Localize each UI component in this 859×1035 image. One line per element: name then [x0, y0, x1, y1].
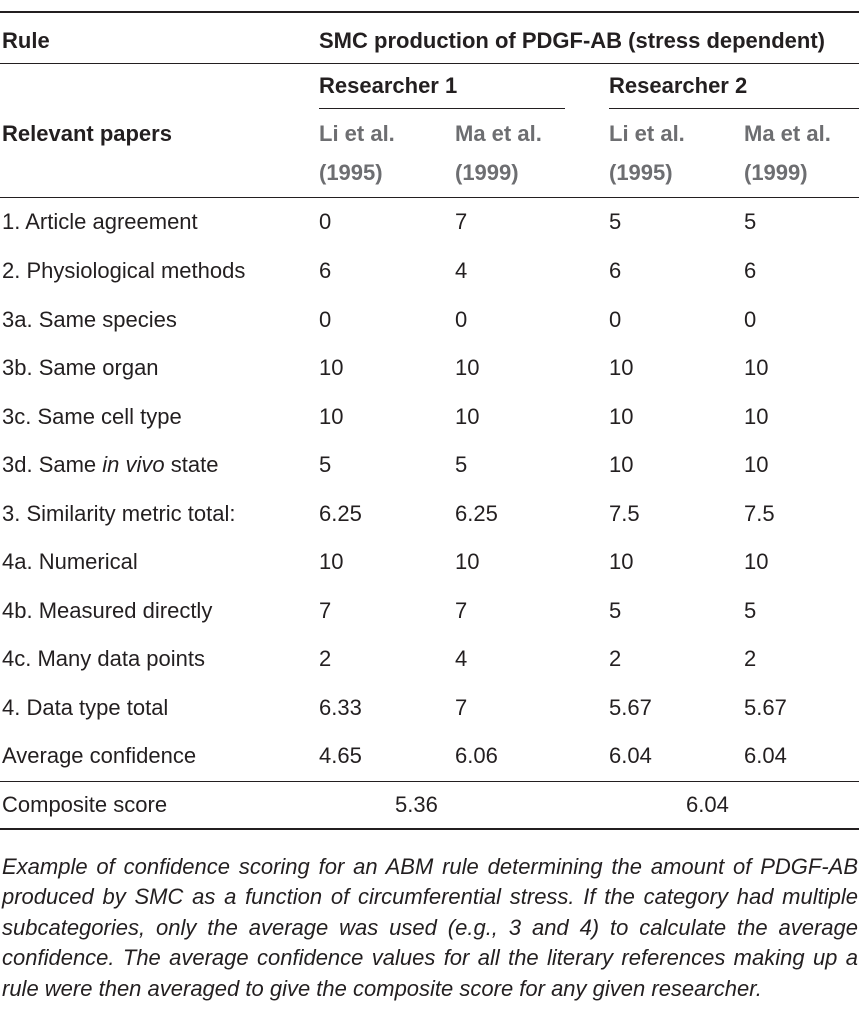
- paper-name: Li et al.: [609, 121, 685, 146]
- row-label: 3c. Same cell type: [2, 404, 182, 429]
- cell-value: 5: [744, 209, 757, 234]
- researcher-1-header: Researcher 1: [319, 73, 458, 98]
- table-top-border: [0, 11, 859, 13]
- cell-value: 10: [319, 549, 344, 574]
- composite-label: Composite score: [2, 792, 168, 817]
- cell-value: 0: [455, 307, 468, 332]
- cell-value: 10: [744, 452, 769, 477]
- table-row: [0, 207, 859, 237]
- cell-value: 10: [609, 404, 634, 429]
- cell-value: 10: [319, 355, 344, 380]
- cell-value: 7: [319, 598, 332, 623]
- cell-value: 0: [319, 307, 332, 332]
- cell-value: 6.33: [319, 695, 362, 720]
- header-bottom-border: [0, 197, 859, 198]
- paper-name: Ma et al.: [744, 121, 831, 146]
- table-row: [0, 353, 859, 383]
- cell-value: 0: [744, 307, 757, 332]
- paper-year: (1999): [744, 160, 808, 185]
- row-label: Average confidence: [2, 743, 197, 768]
- relevant-papers-header: Relevant papers: [2, 121, 172, 146]
- paper-name: Ma et al.: [455, 121, 542, 146]
- paper-year: (1995): [319, 160, 383, 185]
- table-caption: Example of confidence scoring for an ABM rule determining the amount of PDGF-AB produced by SMC as a function of circumferential stress. If the category had multiple subcategories, only the average was used (e.g., 3 and 4) to calculate the average confidence. The average confidence values for all the literary references making up a rule were then averaged to give the composite score for any given researcher.: [2, 854, 858, 1001]
- cell-value: 6: [609, 258, 622, 283]
- researcher-2-underline: [609, 108, 859, 109]
- cell-value: 10: [609, 452, 634, 477]
- cell-value: 6.04: [609, 743, 652, 768]
- cell-value: 4: [455, 646, 468, 671]
- cell-value: 10: [744, 404, 769, 429]
- table-row: [0, 256, 859, 286]
- cell-value: 6: [744, 258, 757, 283]
- table-row: [0, 644, 859, 674]
- cell-value: 10: [744, 355, 769, 380]
- table-row: [0, 693, 859, 723]
- row-label: 3a. Same species: [2, 307, 177, 332]
- table-row: [0, 596, 859, 626]
- cell-value: 5: [455, 452, 468, 477]
- cell-value: 5.67: [744, 695, 787, 720]
- table-row: [0, 402, 859, 432]
- table-row: [0, 305, 859, 335]
- cell-value: 6.06: [455, 743, 498, 768]
- paper-year: (1995): [609, 160, 673, 185]
- researcher-2-header: Researcher 2: [609, 73, 748, 98]
- composite-divider: [0, 781, 859, 782]
- cell-value: 6.04: [744, 743, 787, 768]
- cell-value: 7.5: [609, 501, 640, 526]
- cell-value: 5: [744, 598, 757, 623]
- row-label: 4a. Numerical: [2, 549, 138, 574]
- cell-value: 10: [455, 404, 480, 429]
- cell-value: 7: [455, 598, 468, 623]
- row-label: 3d. Same in vivo state: [2, 452, 219, 477]
- rule-column-header: Rule: [2, 28, 50, 53]
- cell-value: 10: [455, 549, 480, 574]
- table-row: [0, 499, 859, 529]
- cell-value: 7.5: [744, 501, 775, 526]
- cell-value: 10: [609, 549, 634, 574]
- cell-value: 6.25: [319, 501, 362, 526]
- header-divider: [0, 63, 859, 64]
- cell-value: 10: [455, 355, 480, 380]
- cell-value: 2: [744, 646, 757, 671]
- researcher-1-underline: [319, 108, 565, 109]
- cell-value: 6.25: [455, 501, 498, 526]
- cell-value: 4.65: [319, 743, 362, 768]
- cell-value: 0: [319, 209, 332, 234]
- composite-researcher-2: 6.04: [686, 792, 729, 817]
- paper-year: (1999): [455, 160, 519, 185]
- table-row: [0, 547, 859, 577]
- cell-value: 7: [455, 695, 468, 720]
- cell-value: 2: [609, 646, 622, 671]
- cell-value: 4: [455, 258, 468, 283]
- cell-value: 6: [319, 258, 332, 283]
- cell-value: 0: [609, 307, 622, 332]
- row-label: 4b. Measured directly: [2, 598, 213, 623]
- cell-value: 5: [319, 452, 332, 477]
- cell-value: 5.67: [609, 695, 652, 720]
- table-row: [0, 741, 859, 771]
- row-label: 4c. Many data points: [2, 646, 206, 671]
- row-label: 4. Data type total: [2, 695, 169, 720]
- cell-value: 7: [455, 209, 468, 234]
- group-title: SMC production of PDGF-AB (stress dependent): [319, 28, 825, 53]
- row-label: 1. Article agreement: [2, 209, 198, 234]
- row-label: 2. Physiological methods: [2, 258, 246, 283]
- table-bottom-border: [0, 828, 859, 830]
- row-label: 3. Similarity metric total:: [2, 501, 236, 526]
- cell-value: 10: [319, 404, 344, 429]
- cell-value: 10: [744, 549, 769, 574]
- composite-researcher-1: 5.36: [395, 792, 438, 817]
- row-label-italic: in vivo: [102, 452, 165, 477]
- cell-value: 5: [609, 598, 622, 623]
- paper-name: Li et al.: [319, 121, 395, 146]
- cell-value: 5: [609, 209, 622, 234]
- table-row: [0, 450, 859, 480]
- cell-value: 10: [609, 355, 634, 380]
- row-label: 3b. Same organ: [2, 355, 159, 380]
- cell-value: 2: [319, 646, 332, 671]
